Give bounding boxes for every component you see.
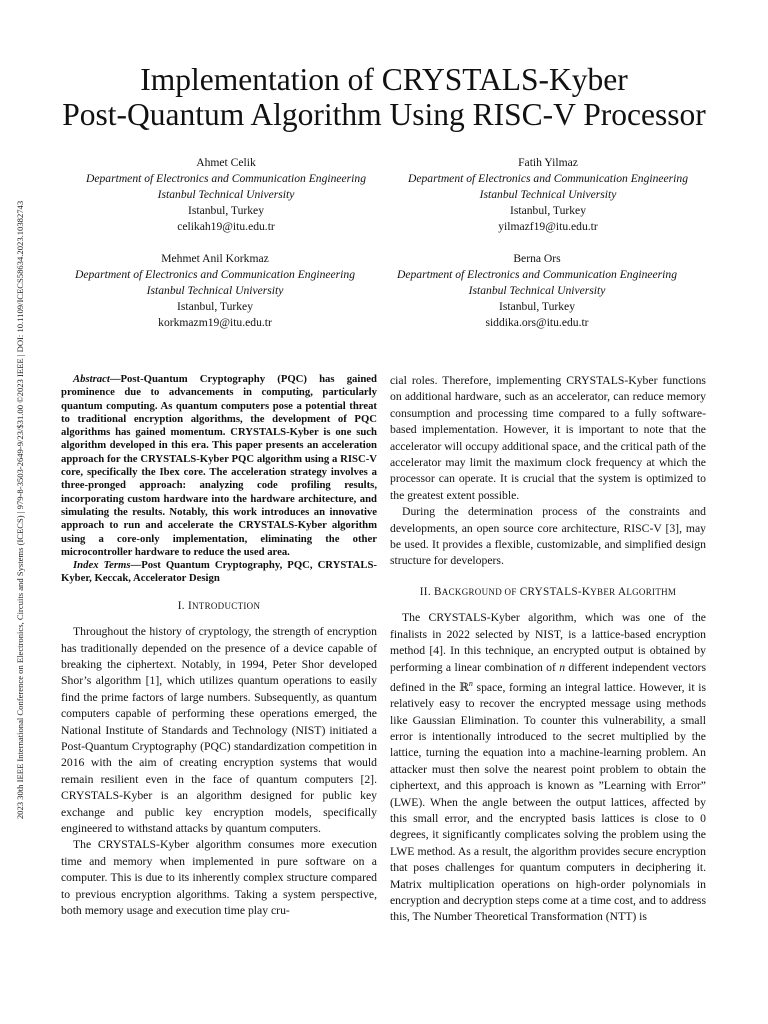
section-title-part: LGORITHM: [626, 586, 677, 597]
author-name: Fatih Yilmaz: [518, 156, 578, 169]
section-title-rest: NTRODUCTION: [191, 600, 261, 611]
author-location: Istanbul, Turkey: [509, 204, 586, 217]
section-number: II.: [419, 585, 431, 598]
author-location: Istanbul, Turkey: [176, 300, 253, 313]
author-university: Istanbul Technical University: [146, 284, 284, 297]
doi-sidebar-text: 2023 30th IEEE International Conference on Electronics, Circuits and Systems (ICECS) | 979-8-3503-2649-9/23/$31.00 ©2023 IEEE | DOI: 10.1109/ICECS58634.2023.10382743: [15, 200, 25, 820]
section-title-part: A: [617, 585, 627, 598]
left-column: [61, 373, 377, 919]
author-location: Istanbul, Turkey: [498, 300, 575, 313]
author-block: [367, 251, 707, 331]
author-university: Istanbul Technical University: [468, 284, 606, 297]
intro-paragraph-3: During the determination process of the constraints and developments, an open source core architecture, RISC-V [3], may be used. It provides a flexible, customizable, and simplified design structure for developers.: [390, 505, 706, 568]
author-email: celikah19@itu.edu.tr: [177, 220, 275, 233]
author-department: Department of Electronics and Communication Engineering: [74, 268, 356, 281]
abstract: [61, 373, 377, 559]
text-run: different independent vectors defined in the: [390, 660, 706, 694]
background-paragraph-1: [390, 610, 706, 926]
author-university: Istanbul Technical University: [157, 188, 295, 201]
abstract-text: —Post-Quantum Cryptography (PQC) has gained prominence due to advancements in computing, particularly quantum computing. As quantum computers pose a potential threat to traditional encryption algorithms, the development of PQC algorithms has gained momentum. CRYSTALS-Kyber is one such algorithm developed in this era. This paper presents an acceleration approach for the CRYSTALS-Kyber PQC algorithm using a RISC-V core, specifically the Ibex core. The acceleration strategy involves a three-pronged approach: analyzing code profiling results, incorporating custom hardware into the hardware architecture, and simulating the results. Notably, this work introduces an innovative approach to run and accelerate the CRYSTALS-Kyber algorithm using a core-only implementation, eliminating the other microcontroller hardware to reduce the used area.: [61, 373, 377, 558]
author-department: Department of Electronics and Communication Engineering: [407, 172, 689, 185]
section-title-part: YBER: [590, 586, 616, 597]
author-department: Department of Electronics and Communication Engineering: [85, 172, 367, 185]
author-name: Ahmet Celik: [196, 156, 256, 169]
section-title-part: B: [434, 585, 442, 598]
paper-title: [40, 62, 728, 132]
author-block: [378, 155, 718, 235]
author-email: korkmazm19@itu.edu.tr: [158, 316, 272, 329]
intro-paragraph-1: Throughout the history of cryptology, the strength of encryption has traditionally depended on the presence of a device capable of breaking the ciphertext. Notably, in 1994, Peter Shor developed Shor’s algorithm [1], which utilizes quantum operations to easily find the prime factors of large numbers. Subsequently, as quantum computers capable of performing these operations emerged, the National Institute of Standards and Technology (NIST) initiated a Post-Quantum Cryptography (PQC) standardization competition in 2016 with the aim of creating encryption systems that would remain resilient even in the face of quantum computers [2]. CRYSTALS-Kyber is an algorithm designed for public key exchange and public key encryption models, specifically engineered to withstand attacks by quantum computers.: [61, 625, 377, 836]
title-line-2: Post-Quantum Algorithm Using RISC-V Processor: [62, 97, 706, 132]
author-email: siddika.ors@itu.edu.tr: [485, 316, 589, 329]
section-title-part: CRYSTALS-K: [519, 585, 591, 598]
doi-sidebar: [10, 140, 30, 880]
math-n: n: [559, 660, 566, 674]
intro-paragraph-2: The CRYSTALS-Kyber algorithm consumes more execution time and memory when implemented in pure software on a computer. This is due to its inherently complex structure compared to previous encryption algorithms. Taking a system perspective, both memory usage and execution time play cru-: [61, 838, 377, 918]
author-block: [45, 251, 385, 331]
author-block: [56, 155, 396, 235]
section-number: I.: [177, 599, 185, 612]
text-run: space, forming an integral lattice. However, it is relatively easy to recover the encrypted message using methods like Gaussian Elimination. To counter this vulnerability, a small error is intentionally introduced to the secret multiplied by the lattice, turning the equation into a machine-learning problem. An attacker must then solve the nearest point problem to obtain the ciphertext, and this approach is known as ”Learning with Error” (LWE). When the angle between the output lattices, affected by this small error, and the encrypted basis lattices is close to 0 degrees, it significantly complicates solving the problem using the LWE method. As a result, the algorithm provides secure encryption that poses challenges for quantum computers in deciphering it. Matrix multiplication operations on high-order polynomials in encryption and decryption steps come at a time cost, and to address this, The Number Theoretical Transformation (NTT) is: [390, 680, 706, 924]
author-email: yilmazf19@itu.edu.tr: [498, 220, 598, 233]
index-terms-text: —Post Quantum Cryptography, PQC, CRYSTALS-Kyber, Keccak, Accelerator Design: [61, 559, 377, 585]
section-heading-introduction: [61, 598, 377, 614]
author-name: Berna Ors: [513, 252, 561, 265]
abstract-label: Abstract: [73, 373, 110, 385]
title-line-1: Implementation of CRYSTALS-Kyber: [140, 62, 628, 97]
author-department: Department of Electronics and Communication Engineering: [396, 268, 678, 281]
author-location: Istanbul, Turkey: [187, 204, 264, 217]
author-university: Istanbul Technical University: [479, 188, 617, 201]
index-terms: [61, 559, 377, 586]
right-column: [390, 373, 706, 926]
section-title-initial: I: [187, 599, 192, 612]
section-title-part: ACKGROUND OF: [441, 586, 517, 597]
text-run: The CRYSTALS-Kyber algorithm, which was one of the finalists in 2022 selected by NIST, is a lattice-based encryption method [4]. In this technique, an encrypted output is obtained by performing a linear combination of: [390, 611, 706, 674]
math-real-space: ℝ: [459, 680, 469, 694]
math-superscript: n: [468, 678, 473, 688]
author-name: Mehmet Anil Korkmaz: [161, 252, 269, 265]
index-terms-label: Index Terms: [73, 559, 131, 572]
section-heading-background: [390, 584, 706, 600]
intro-paragraph-2-continued: cial roles. Therefore, implementing CRYSTALS-Kyber functions on additional hardware, such as an accelerator, can reduce memory consumption and processing time compared to a fully software-based implementation. However, it is important to note that the accelerator will occupy additional space, and the critical path of the accelerator may limit the maximum clock frequency at which the processor can operate. It is crucial that the system is optimized to the greatest extent possible.: [390, 374, 706, 502]
